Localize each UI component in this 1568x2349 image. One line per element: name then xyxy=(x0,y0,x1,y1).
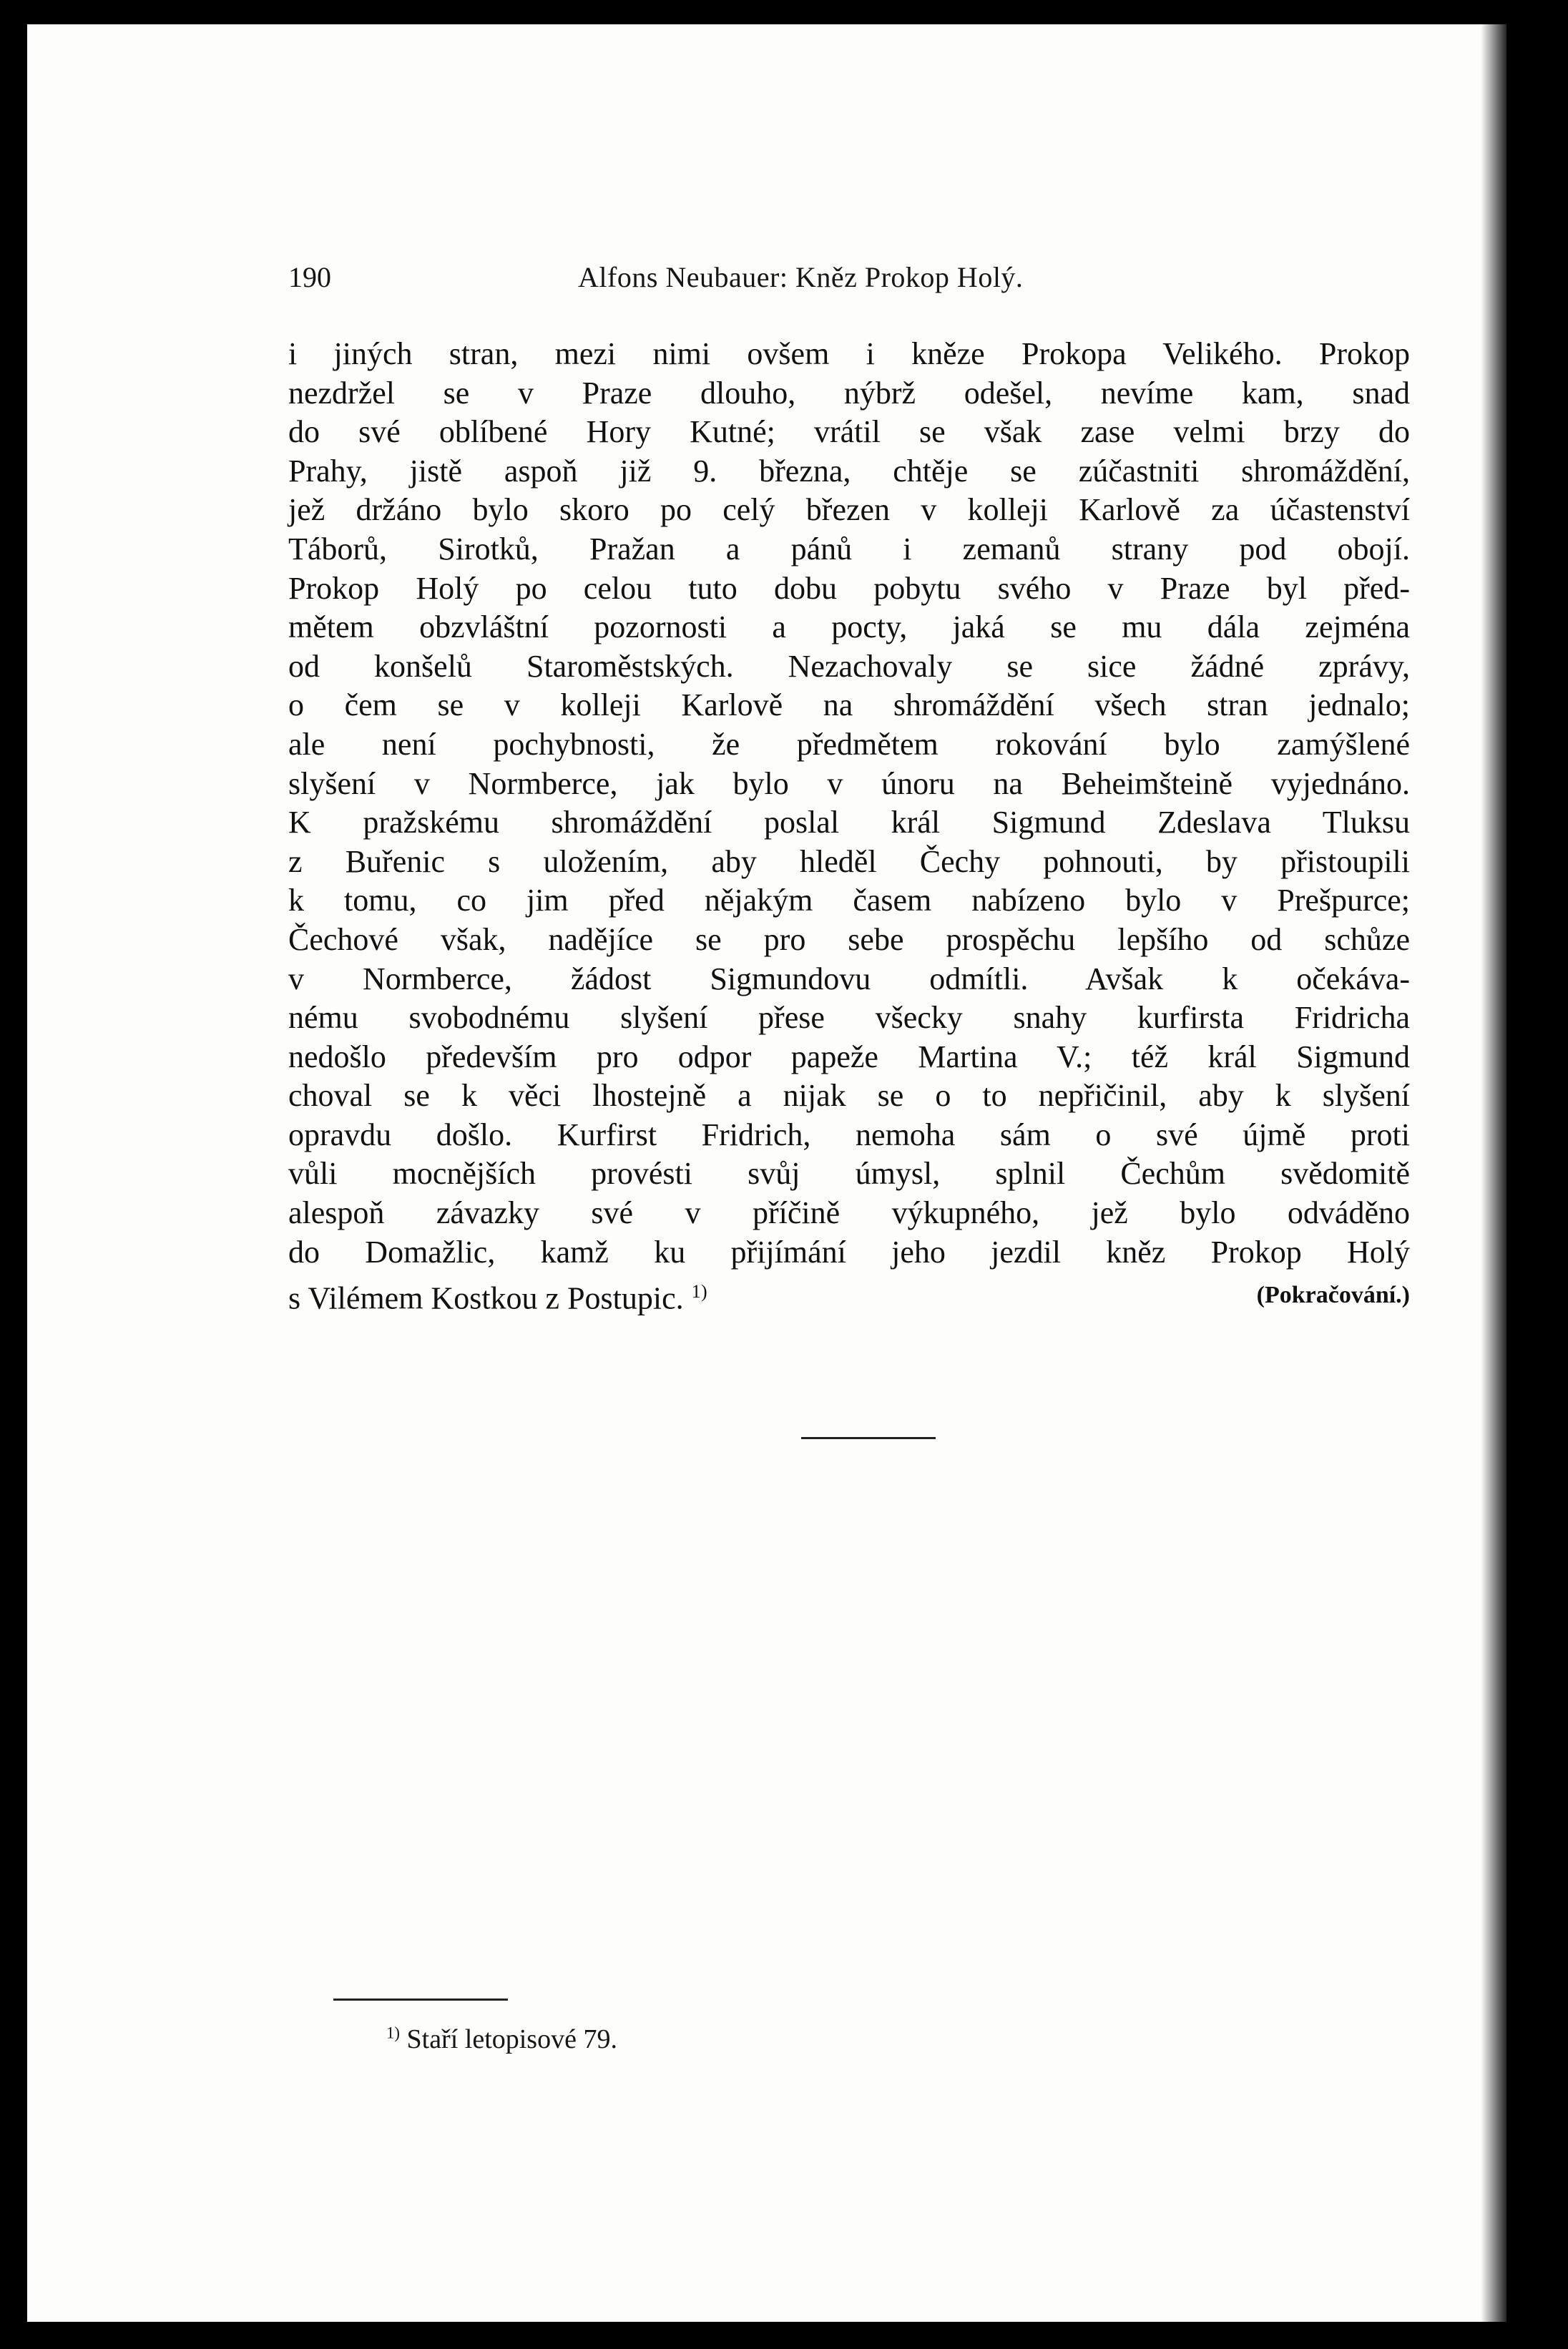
text-line: do své oblíbené Hory Kutné; vrátil se však zase velmi brzy do xyxy=(288,414,1410,450)
continued-note: (Pokračování.) xyxy=(1256,1282,1410,1309)
text-line: Prahy, jistě aspoň již 9. března, chtěje se zúčastniti shromáždění, xyxy=(288,453,1410,489)
text-line: jež držáno bylo skoro po celý březen v kolleji Karlově za účastenství xyxy=(288,492,1410,528)
footnote-marker-number: 1 xyxy=(386,2024,395,2042)
text-line: nému svobodnému slyšení přese všecky snahy kurfirsta Fridricha xyxy=(288,1000,1410,1036)
footnote-marker: 1) xyxy=(386,2024,400,2042)
text-line: nedošlo především pro odpor papeže Martina V.; též král Sigmund xyxy=(288,1039,1410,1074)
footnote-text: Staří letopisové 79. xyxy=(406,2024,617,2054)
footnote-reference-marker: 1 xyxy=(691,1280,701,1303)
text-line: alespoň závazky své v příčině výkupného, jež bylo odváděno xyxy=(288,1195,1410,1231)
text-line: z Buřenic s uložením, aby hleděl Čechy pohnouti, by přistoupili xyxy=(288,843,1410,879)
text-line: i jiných stran, mezi nimi ovšem i kněze Prokopa Velikého. Prokop xyxy=(288,336,1410,371)
running-head xyxy=(288,260,1197,303)
text-line: Táborů, Sirotků, Pražan a pánů i zemanů strany pod obojí. xyxy=(288,531,1410,567)
text-line: choval se k věci lhostejně a nijak se o to nepřičinil, aby k slyšení xyxy=(288,1078,1410,1114)
text-line: ale není pochybnosti, že předmětem rokování bylo zamýšlené xyxy=(288,726,1410,762)
text-line: v Normberce, žádost Sigmundovu odmítli. Avšak k očekáva- xyxy=(288,961,1410,996)
page-edge-shadow xyxy=(1481,24,1506,2322)
text-line: o čem se v kolleji Karlově na shromáždění všech stran jednalo; xyxy=(288,687,1410,723)
text-line: Čechové však, nadějíce se pro sebe prospěchu lepšího od schůze xyxy=(288,921,1410,957)
footnote-reference: 1) xyxy=(691,1280,707,1303)
footnote-divider xyxy=(333,1999,508,2001)
text-line: vůli mocnějších provésti svůj úmysl, splnil Čechům svědomitě xyxy=(288,1156,1410,1192)
text-line: opravdu došlo. Kurfirst Fridrich, nemoha sám o své újmě proti xyxy=(288,1117,1410,1152)
text-line: od konšelů Staroměstských. Nezachovaly se sice žádné zprávy, xyxy=(288,648,1410,684)
text-line-last xyxy=(288,1272,1410,1316)
footnote xyxy=(386,2024,617,2055)
text-line: slyšení v Normberce, jak bylo v únoru na Beheimšteině vyjednáno. xyxy=(288,765,1410,801)
body-text xyxy=(288,335,1410,1316)
section-divider xyxy=(801,1437,936,1439)
text-line: nezdržel se v Praze dlouho, nýbrž odešel, nevíme kam, snad xyxy=(288,375,1410,411)
book-page xyxy=(27,24,1506,2322)
text-line: Prokop Holý po celou tuto dobu pobytu svého v Praze byl před- xyxy=(288,570,1410,606)
text-line: K pražskému shromáždění poslal král Sigmund Zdeslava Tluksu xyxy=(288,805,1410,840)
last-line-text: s Vilémem Kostkou z Postupic. xyxy=(288,1280,684,1316)
text-line: do Domažlic, kamž ku přijímání jeho jezdil kněz Prokop Holý xyxy=(288,1234,1410,1270)
text-line: k tomu, co jim před nějakým časem nabízeno bylo v Prešpurce; xyxy=(288,883,1410,918)
running-title: Alfons Neubauer: Kněz Prokop Holý. xyxy=(578,261,1024,293)
text-line: mětem obzvláštní pozornosti a pocty, jaká se mu dála zejména xyxy=(288,609,1410,645)
page-number: 190 xyxy=(288,261,331,293)
